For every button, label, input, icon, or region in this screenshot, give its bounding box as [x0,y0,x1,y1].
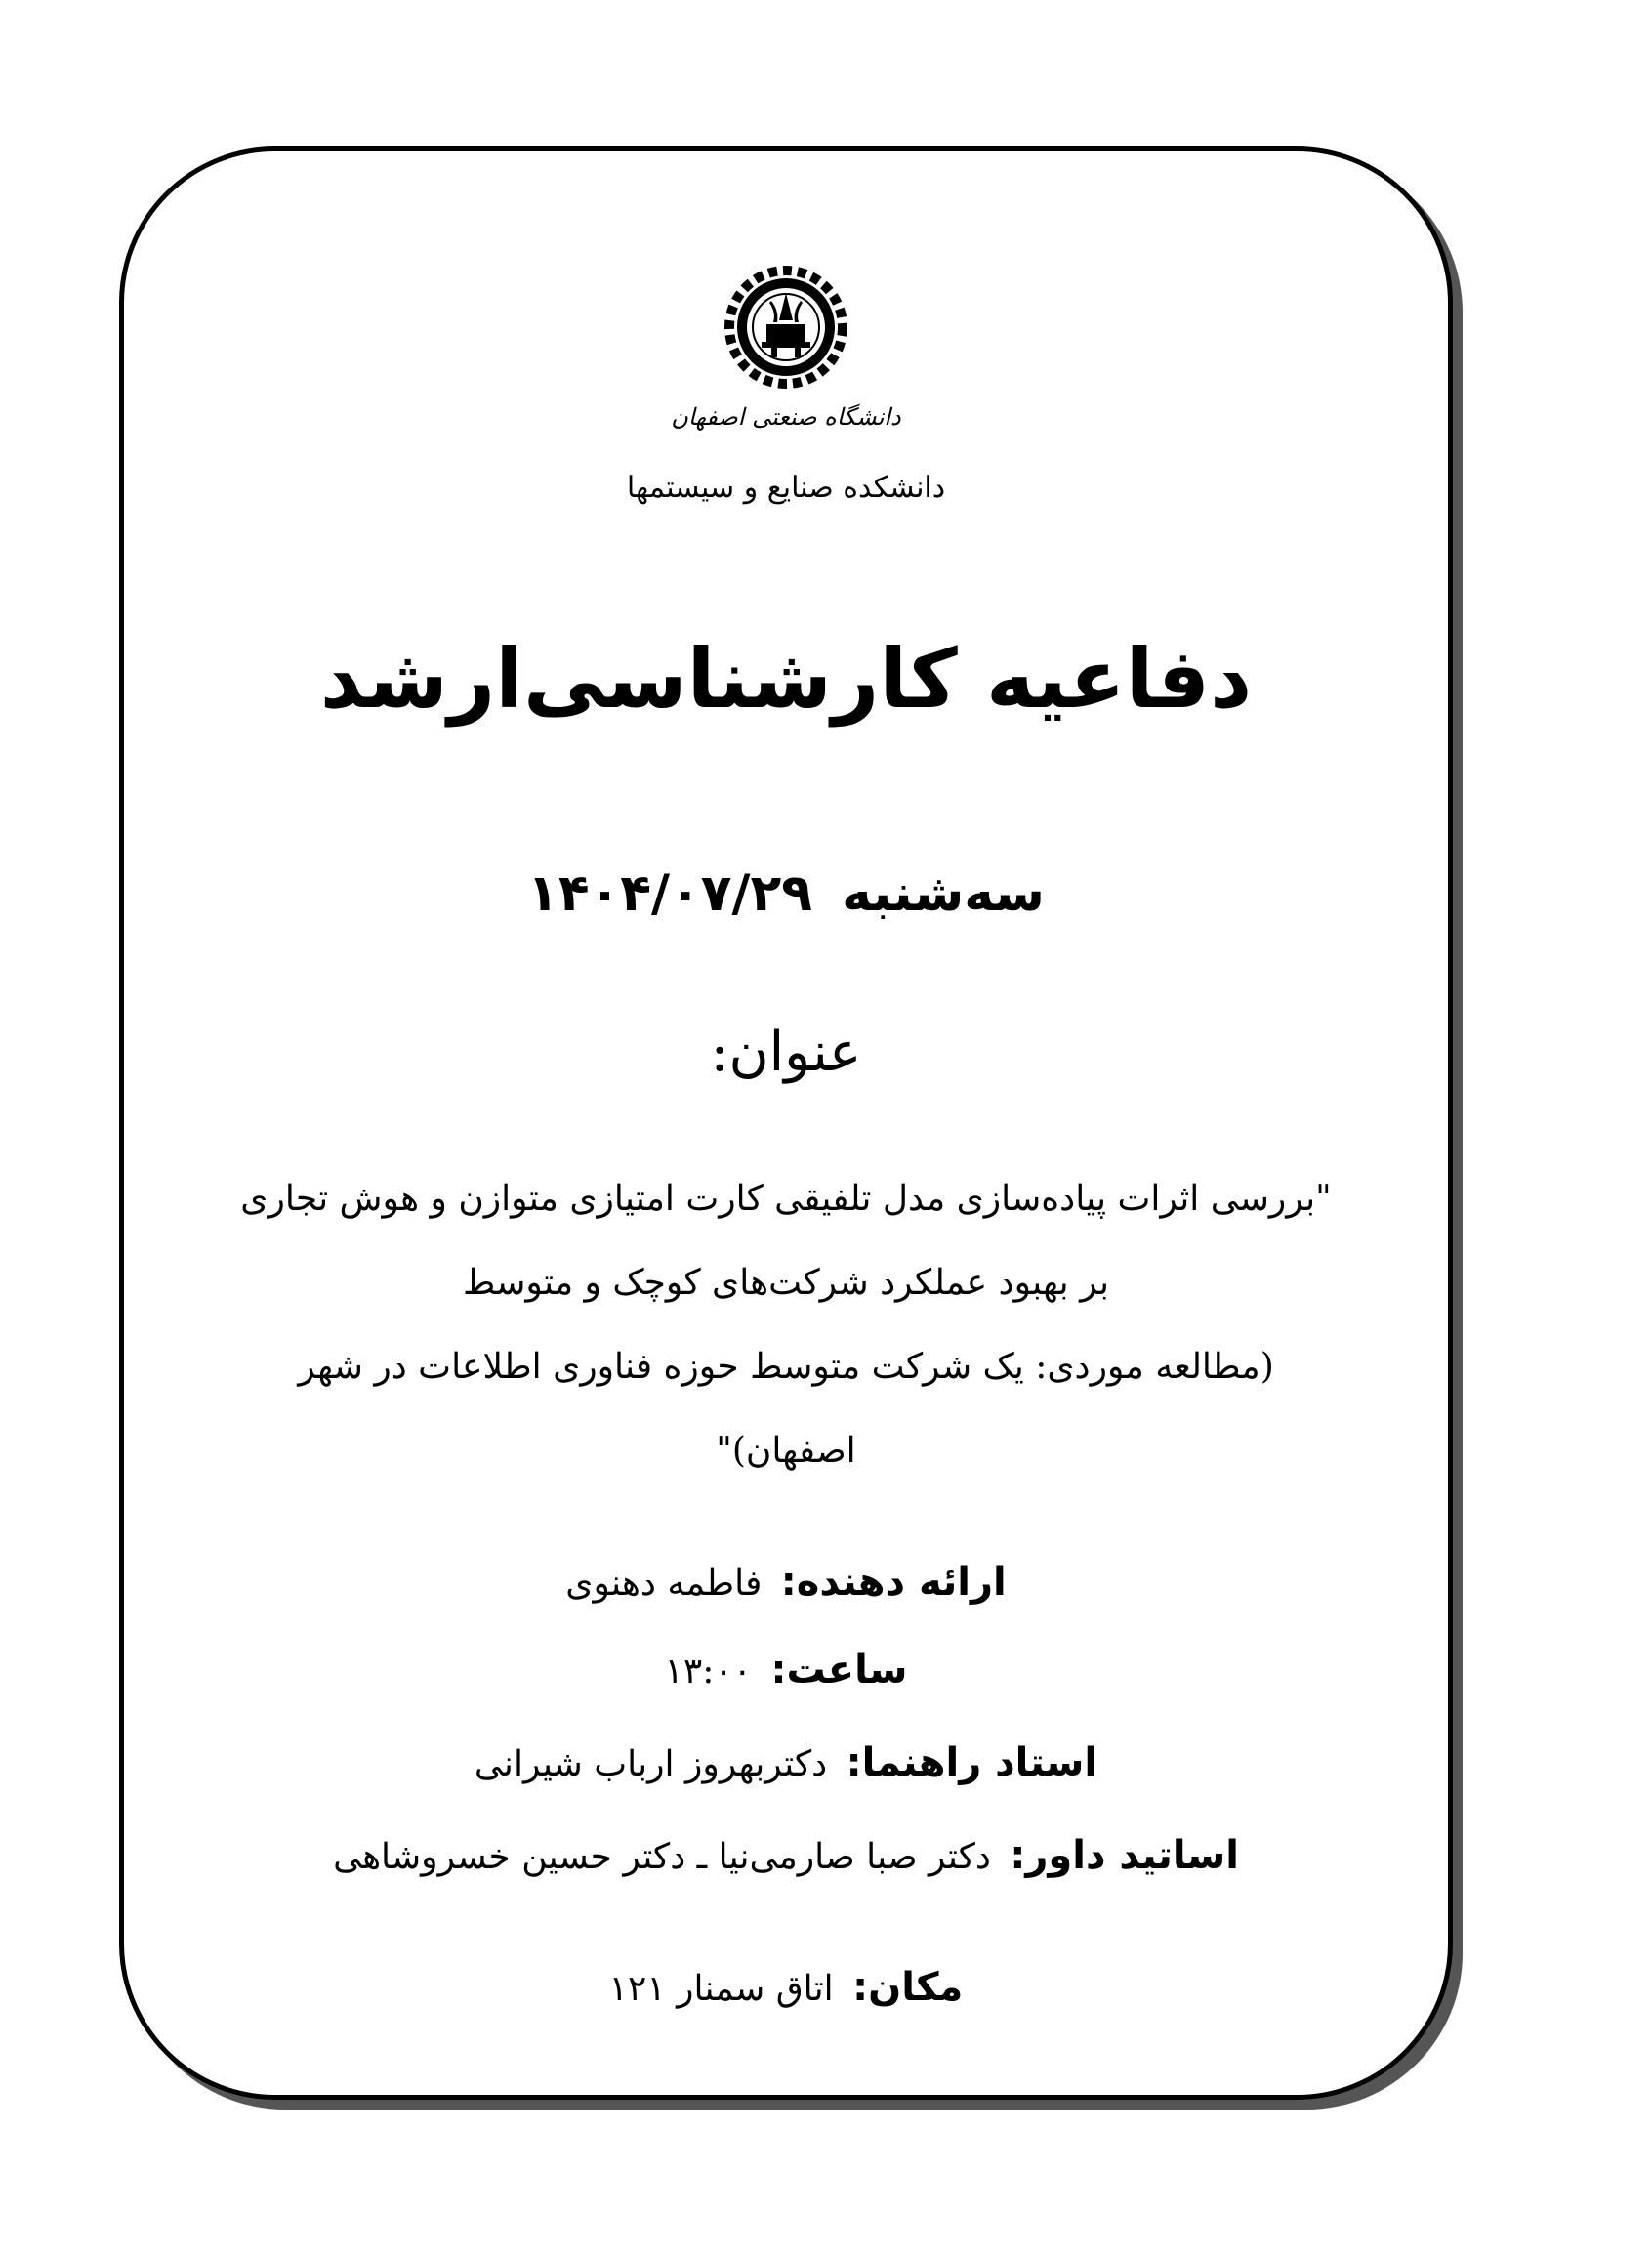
advisor-line [119,1734,1453,1794]
presenter-line [119,1553,1453,1613]
logo-area [119,264,1453,395]
subject-line-1: "بررسی اثرات پیاده‌سازی مدل تلفیقی کارت امتیازی متوازن و هوش تجاری [240,1179,1332,1219]
date-value: ۱۴۰۴/۰۷/۲۹ [527,864,812,923]
referees-value: دکتر صبا صارمی‌نیا ـ دکتر حسین خسروشاهی [333,1837,991,1877]
location-value: اتاق سمنار ۱۲۱ [608,1969,834,2009]
announcement-content [119,146,1453,2100]
subject-heading: عنوان: [710,1021,862,1084]
advisor-value: دکتربهروز ارباب شیرانی [474,1744,828,1784]
page-title: دفاعیه کارشناسی‌ارشد [319,631,1253,727]
time-line [119,1641,1453,1701]
location-line [119,1958,1453,2019]
faculty-name: دانشکده صنایع و سیستمها [626,471,946,505]
referees-label: اساتید داور: [1010,1833,1239,1878]
time-value: ۱۳:۰۰ [664,1651,752,1692]
logo-caption: دانشگاه صنعتی اصفهان [671,403,901,431]
subject-line-4: اصفهان)" [716,1431,856,1471]
university-emblem-icon [723,264,849,391]
presenter-value: فاطمه دهنوی [565,1564,763,1604]
time-label: ساعت: [770,1648,908,1692]
subject-text [197,1157,1375,1493]
subject-line-3: (مطالعه موردی: یک شرکت متوسط حوزه فناوری اطلاعات در شهر [298,1347,1274,1387]
subject-line-2: بر بهبود عملکرد شرکت‌های کوچک و متوسط [463,1263,1109,1303]
date-line [119,859,1453,928]
location-label: مکان: [852,1965,964,2010]
advisor-label: استاد راهنما: [846,1740,1098,1785]
date-weekday: سه‌شنبه [842,864,1045,923]
presenter-label: ارائه دهنده: [780,1560,1007,1605]
referees-line [119,1826,1453,1887]
